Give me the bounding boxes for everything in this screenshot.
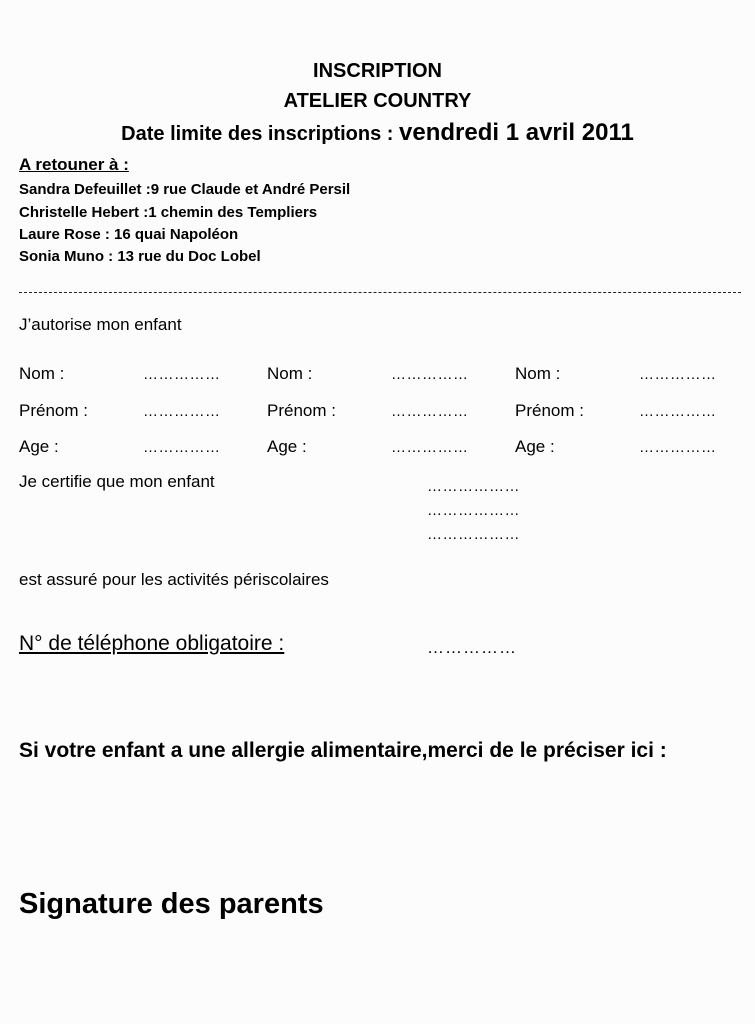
nom-field[interactable]: …………… bbox=[639, 366, 717, 383]
prenom-field[interactable]: …………… bbox=[143, 403, 221, 420]
authorize-text: J’autorise mon enfant bbox=[19, 315, 182, 334]
deadline-line bbox=[0, 119, 755, 147]
certify-field[interactable]: ……………… bbox=[427, 526, 520, 543]
insured-text: est assuré pour les activités périscolaires bbox=[19, 570, 329, 589]
nom-field[interactable]: …………… bbox=[143, 366, 221, 383]
return-address: Sonia Muno : 13 rue du Doc Lobel bbox=[19, 248, 261, 265]
form-subtitle: ATELIER COUNTRY bbox=[283, 90, 472, 112]
certify-text: Je certifie que mon enfant bbox=[19, 472, 215, 491]
allergy-prompt: Si votre enfant a une allergie alimentaire,merci de le préciser ici : bbox=[19, 739, 667, 762]
certify-field[interactable]: ……………… bbox=[427, 478, 520, 495]
age-label: Age : bbox=[19, 437, 59, 456]
certify-field[interactable]: ……………… bbox=[427, 502, 520, 519]
form-title: INSCRIPTION bbox=[313, 60, 442, 82]
return-address: Sandra Defeuillet :9 rue Claude et André Persil bbox=[19, 181, 351, 198]
nom-label: Nom : bbox=[267, 364, 313, 383]
cut-line bbox=[19, 292, 741, 293]
phone-label: N° de téléphone obligatoire : bbox=[19, 632, 285, 655]
nom-field[interactable]: …………… bbox=[391, 366, 469, 383]
age-field[interactable]: …………… bbox=[391, 439, 469, 456]
deadline-date: vendredi 1 avril 2011 bbox=[399, 119, 634, 146]
age-label: Age : bbox=[267, 437, 307, 456]
prenom-field[interactable]: …………… bbox=[391, 403, 469, 420]
age-field[interactable]: …………… bbox=[143, 439, 221, 456]
prenom-label: Prénom : bbox=[267, 401, 336, 420]
deadline-label: Date limite des inscriptions : bbox=[121, 123, 399, 145]
prenom-label: Prénom : bbox=[515, 401, 584, 420]
age-label: Age : bbox=[515, 437, 555, 456]
prenom-label: Prénom : bbox=[19, 401, 88, 420]
nom-label: Nom : bbox=[515, 364, 561, 383]
return-address: Christelle Hebert :1 chemin des Templiers bbox=[19, 204, 318, 221]
signature-label: Signature des parents bbox=[19, 888, 324, 920]
return-address: Laure Rose : 16 quai Napoléon bbox=[19, 226, 239, 243]
phone-field[interactable]: …………… bbox=[427, 638, 517, 657]
return-to-label: A retouner à : bbox=[19, 155, 129, 174]
prenom-field[interactable]: …………… bbox=[639, 403, 717, 420]
age-field[interactable]: …………… bbox=[639, 439, 717, 456]
nom-label: Nom : bbox=[19, 364, 65, 383]
